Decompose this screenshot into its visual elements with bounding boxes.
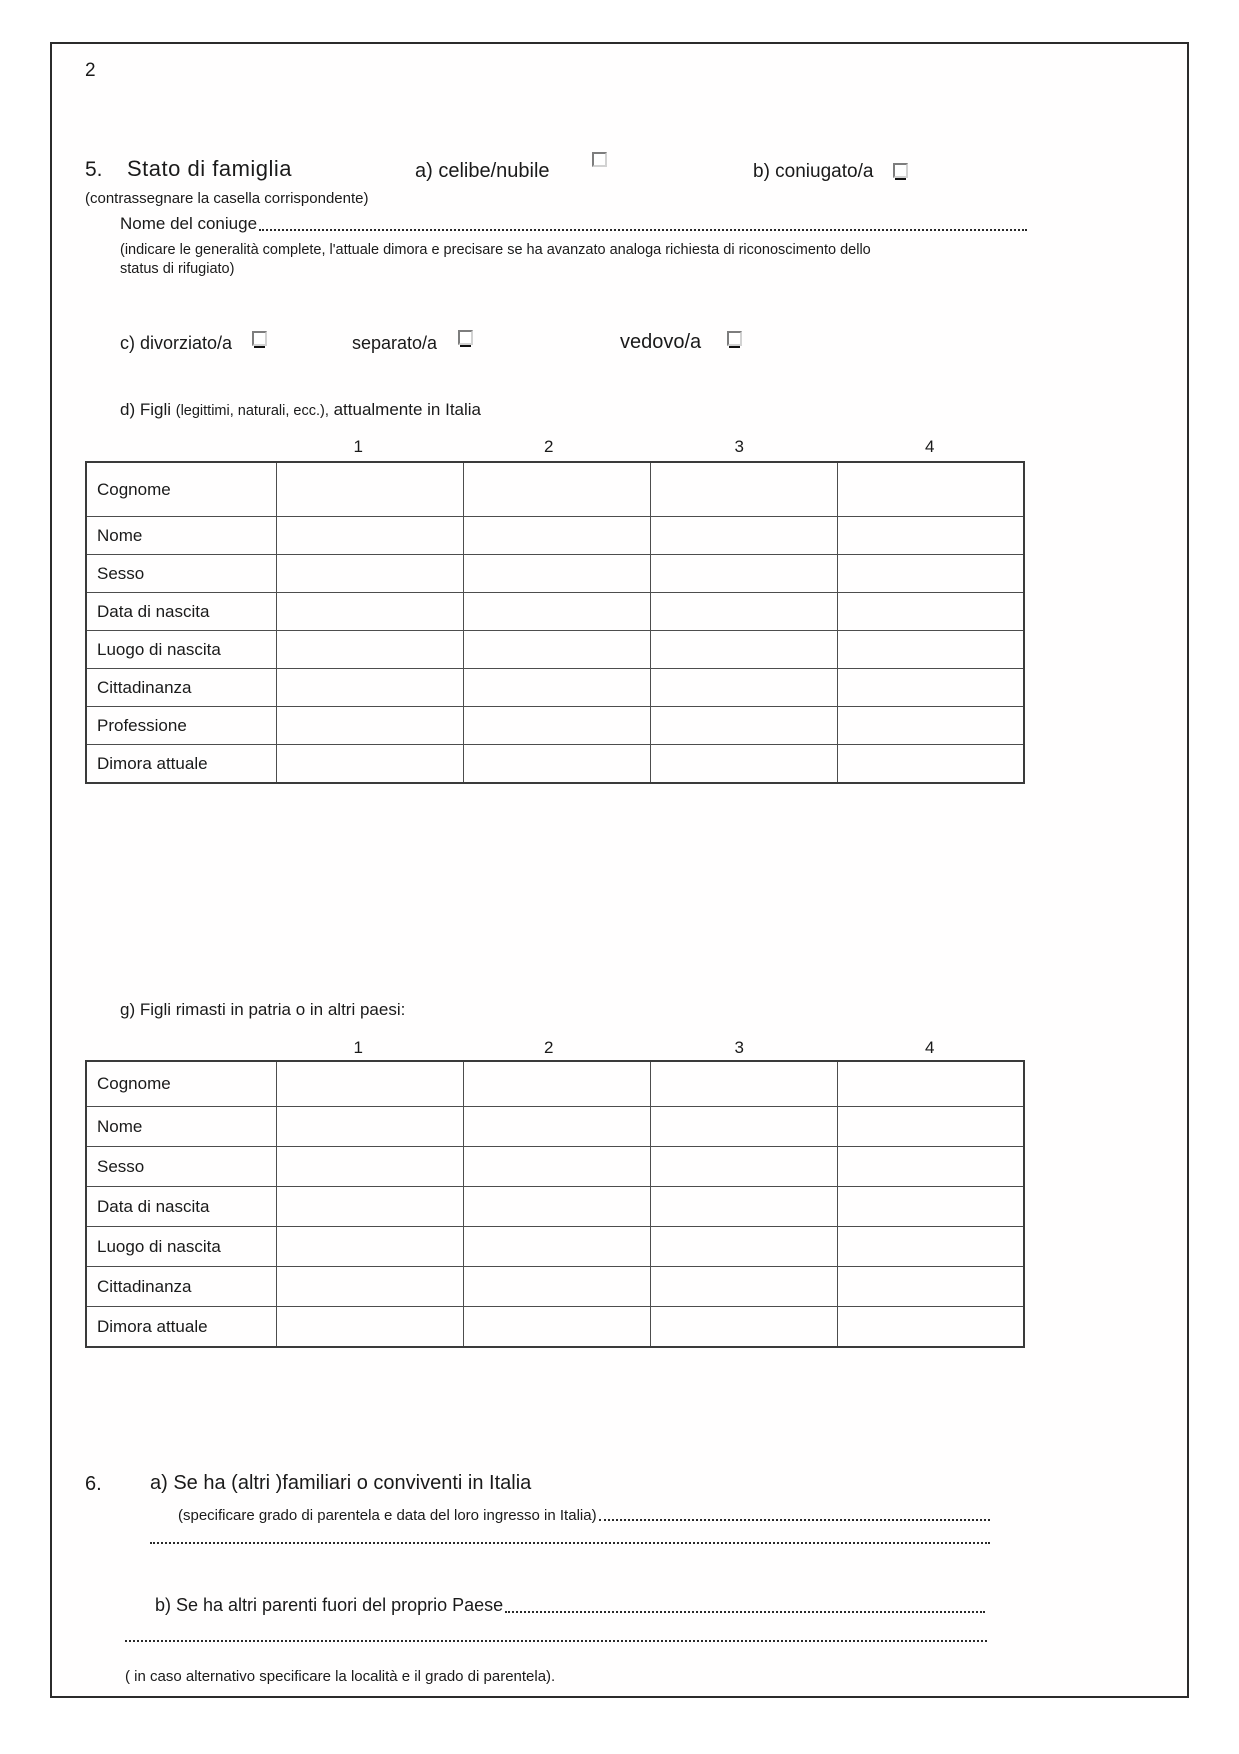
section-d-label-rest: attualmente in Italia: [333, 400, 482, 419]
empty-cell: [463, 669, 650, 707]
table-row: [86, 517, 1024, 555]
row-label: Cittadinanza: [86, 669, 277, 707]
table-row: [86, 555, 1024, 593]
empty-cell: [837, 593, 1024, 631]
empty-cell: [463, 745, 650, 784]
table-row: [86, 1307, 1024, 1348]
table-row: [86, 462, 1024, 517]
table-row: [86, 669, 1024, 707]
empty-cell: [837, 1267, 1024, 1307]
empty-cell: [650, 745, 837, 784]
row-label: Cognome: [86, 1061, 277, 1107]
row-label: Nome: [86, 1107, 277, 1147]
option-coniugato-label: b) coniugato/a: [753, 161, 874, 182]
section5-subtitle: (contrassegnare la casella corrispondente): [85, 190, 369, 207]
row-label: Nome: [86, 517, 277, 555]
row-label: Cognome: [86, 462, 277, 517]
table-row: [86, 1227, 1024, 1267]
empty-cell: [463, 1147, 650, 1187]
option-vedovo-label: vedovo/a: [620, 331, 702, 353]
empty-cell: [650, 1061, 837, 1107]
empty-cell: [277, 1147, 464, 1187]
section6-item-a-note: (specificare grado di parentela e data del loro ingresso in Italia): [178, 1507, 597, 1524]
column-number: 4: [925, 1038, 935, 1057]
checkbox-coniugato[interactable]: [893, 163, 908, 178]
section6-b-dotted-line: [125, 1640, 987, 1642]
empty-cell: [277, 1307, 464, 1348]
column-number: 4: [925, 437, 935, 456]
empty-cell: [277, 517, 464, 555]
empty-cell: [837, 745, 1024, 784]
empty-cell: [837, 669, 1024, 707]
empty-cell: [463, 1061, 650, 1107]
empty-cell: [837, 1227, 1024, 1267]
empty-cell: [837, 631, 1024, 669]
table-row: [86, 1267, 1024, 1307]
row-label: Data di nascita: [86, 1187, 277, 1227]
table2-column-numbers: [85, 1038, 1025, 1058]
page-number: 2: [85, 60, 96, 81]
row-label: Dimora attuale: [86, 1307, 277, 1348]
table-row: [86, 1061, 1024, 1107]
page-border: [50, 42, 1189, 1698]
checkbox-celibe-nubile[interactable]: [592, 152, 607, 167]
empty-cell: [277, 462, 464, 517]
row-label: Luogo di nascita: [86, 1227, 277, 1267]
column-number: 3: [734, 1038, 744, 1057]
section5-title: Stato di famiglia: [127, 156, 293, 181]
empty-cell: [277, 1187, 464, 1227]
table-row: [86, 593, 1024, 631]
table1-column-numbers: [85, 437, 1025, 457]
row-label: Luogo di nascita: [86, 631, 277, 669]
empty-cell: [463, 555, 650, 593]
empty-cell: [277, 555, 464, 593]
empty-cell: [650, 631, 837, 669]
row-label: Sesso: [86, 1147, 277, 1187]
children-abroad-table: [85, 1060, 1025, 1348]
empty-cell: [837, 1147, 1024, 1187]
empty-cell: [837, 1307, 1024, 1348]
row-label: Professione: [86, 707, 277, 745]
empty-cell: [463, 1107, 650, 1147]
spouse-name-label: Nome del coniuge: [120, 214, 258, 233]
empty-cell: [650, 593, 837, 631]
empty-cell: [277, 593, 464, 631]
table-row: [86, 1147, 1024, 1187]
empty-cell: [277, 669, 464, 707]
option-divorziato-label: c) divorziato/a: [120, 333, 233, 353]
section-d-label-paren: (legittimi, naturali, ecc.),: [175, 403, 329, 419]
checkbox-separato[interactable]: [458, 330, 473, 345]
row-label: Cittadinanza: [86, 1267, 277, 1307]
spouse-name-row: [120, 214, 1027, 234]
table-row: [86, 745, 1024, 784]
empty-cell: [463, 707, 650, 745]
empty-cell: [650, 1107, 837, 1147]
empty-cell: [837, 1061, 1024, 1107]
empty-cell: [463, 1187, 650, 1227]
empty-cell: [277, 707, 464, 745]
empty-cell: [837, 462, 1024, 517]
empty-cell: [837, 707, 1024, 745]
column-number: 1: [353, 1038, 363, 1057]
empty-cell: [650, 462, 837, 517]
empty-cell: [277, 631, 464, 669]
section6-item-b: b) Se ha altri parenti fuori del proprio Paese: [155, 1595, 504, 1615]
empty-cell: [277, 1107, 464, 1147]
empty-cell: [837, 1187, 1024, 1227]
column-number: 1: [353, 437, 363, 456]
section-g-label: g) Figli rimasti in patria o in altri paesi:: [120, 1000, 406, 1019]
section6-a-dotted-line: [150, 1542, 990, 1544]
empty-cell: [277, 1267, 464, 1307]
empty-cell: [650, 1267, 837, 1307]
empty-cell: [650, 707, 837, 745]
spouse-note-line1: (indicare le generalità complete, l'attuale dimora e precisare se ha avanzato analoga richiesta di riconoscimento dello: [120, 242, 871, 258]
section6-item-a-note-row: [178, 1507, 990, 1524]
row-label: Dimora attuale: [86, 745, 277, 784]
row-label: Sesso: [86, 555, 277, 593]
empty-cell: [650, 517, 837, 555]
table-row: [86, 707, 1024, 745]
empty-cell: [463, 462, 650, 517]
table-row: [86, 1187, 1024, 1227]
checkbox-vedovo[interactable]: [727, 331, 742, 346]
row-label: Data di nascita: [86, 593, 277, 631]
spouse-name-fill-line: [259, 229, 1027, 231]
empty-cell: [837, 517, 1024, 555]
section6-b-fill-line: [505, 1611, 985, 1613]
column-number: 2: [544, 437, 554, 456]
table-row: [86, 1107, 1024, 1147]
children-in-italy-table: [85, 461, 1025, 784]
empty-cell: [277, 745, 464, 784]
column-number: 2: [544, 1038, 554, 1057]
section-d-label-main: d) Figli: [120, 400, 172, 419]
empty-cell: [650, 669, 837, 707]
empty-cell: [650, 1307, 837, 1348]
empty-cell: [277, 1227, 464, 1267]
empty-cell: [650, 1147, 837, 1187]
empty-cell: [837, 555, 1024, 593]
empty-cell: [650, 1227, 837, 1267]
empty-cell: [277, 1061, 464, 1107]
empty-cell: [463, 1307, 650, 1348]
section6-number: 6.: [85, 1473, 102, 1495]
empty-cell: [463, 1227, 650, 1267]
spouse-note-line2: status di rifugiato): [120, 261, 235, 277]
empty-cell: [837, 1107, 1024, 1147]
section5-number: 5.: [85, 158, 103, 181]
section-d-label: [120, 400, 481, 420]
empty-cell: [463, 631, 650, 669]
section6-a-fill-line: [599, 1519, 990, 1521]
empty-cell: [463, 517, 650, 555]
option-celibe-label: a) celibe/nubile: [415, 160, 550, 182]
option-separato-label: separato/a: [352, 333, 438, 353]
section6-item-b-note: ( in caso alternativo specificare la località e il grado di parentela).: [125, 1668, 556, 1685]
empty-cell: [463, 593, 650, 631]
table-row: [86, 631, 1024, 669]
empty-cell: [650, 1187, 837, 1227]
column-number: 3: [734, 437, 744, 456]
section6-item-a: a) Se ha (altri )familiari o conviventi in Italia: [150, 1472, 532, 1494]
empty-cell: [463, 1267, 650, 1307]
empty-cell: [650, 555, 837, 593]
checkbox-divorziato[interactable]: [252, 331, 267, 346]
section6-item-b-row: [155, 1595, 985, 1616]
